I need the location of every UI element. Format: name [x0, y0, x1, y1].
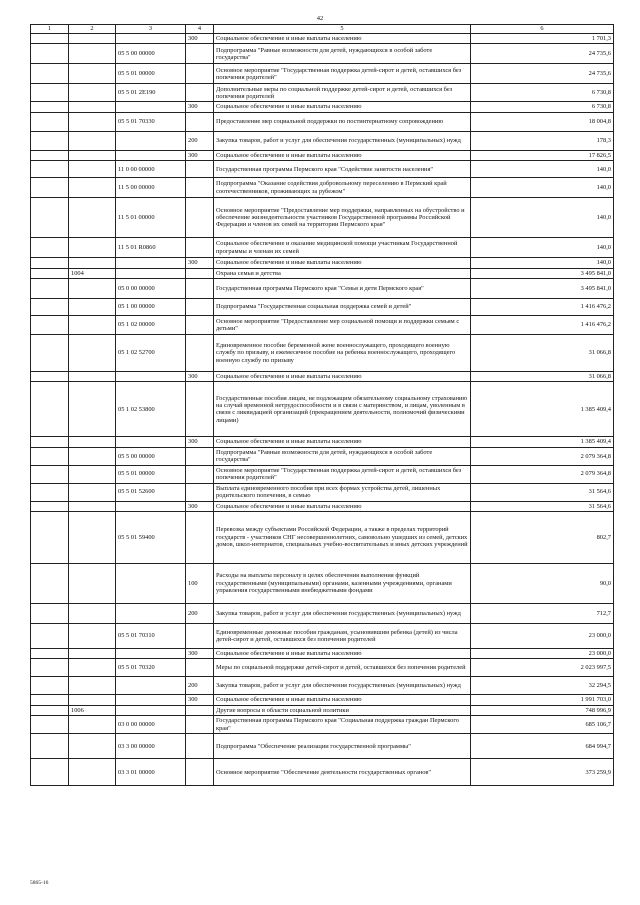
subsection-cell [69, 483, 116, 501]
target-article-cell: 05 5 01 70330 [116, 112, 186, 131]
description-cell: Основное мероприятие "Обеспечение деятельности государственных органов" [214, 759, 471, 786]
target-article-cell [116, 564, 186, 604]
expense-type-cell [186, 161, 214, 178]
section-cell [31, 465, 69, 483]
description-cell: Социальное обеспечение и оказание медицинской помощи участникам Государственной программы и членам их семей [214, 238, 471, 258]
expense-type-cell: 300 [186, 437, 214, 447]
section-cell [31, 372, 69, 382]
table-row [31, 734, 614, 759]
target-article-cell: 05 5 01 70320 [116, 659, 186, 677]
subsection-cell [69, 198, 116, 238]
target-article-cell: 11 0 00 00000 [116, 161, 186, 178]
target-article-cell [116, 695, 186, 705]
description-cell: Меры по социальной поддержке детей-сирот и детей, оставшихся без попечения родителей [214, 659, 471, 677]
section-cell [31, 34, 69, 44]
column-header: 2 [69, 25, 116, 34]
expense-type-cell [186, 238, 214, 258]
description-cell: Социальное обеспечение и иные выплаты населению [214, 501, 471, 511]
subsection-cell [69, 178, 116, 198]
target-article-cell [116, 258, 186, 268]
subsection-cell [69, 624, 116, 649]
table-row [31, 131, 614, 150]
subsection-cell [69, 677, 116, 695]
expense-type-cell [186, 512, 214, 564]
subsection-cell [69, 734, 116, 759]
description-cell: Расходы на выплаты персоналу в целях обеспечения выполнения функций государственными (муниципальными) органами, казенными учреждениями, органами управления государственными внебюджетными фондами [214, 564, 471, 604]
subsection-cell [69, 258, 116, 268]
subsection-cell [69, 238, 116, 258]
expense-type-cell [186, 198, 214, 238]
expense-type-cell [186, 382, 214, 437]
amount-cell: 1 385 409,4 [471, 382, 614, 437]
amount-cell: 31 066,8 [471, 372, 614, 382]
target-article-cell: 05 5 01 00000 [116, 64, 186, 84]
table-row [31, 695, 614, 705]
table-row [31, 759, 614, 786]
description-cell: Закупка товаров, работ и услуг для обеспечения государственных (муниципальных) нужд [214, 604, 471, 624]
target-article-cell: 05 5 00 00000 [116, 44, 186, 64]
table-row [31, 161, 614, 178]
subsection-cell [69, 465, 116, 483]
description-cell: Охрана семьи и детства [214, 268, 471, 278]
subsection-cell [69, 44, 116, 64]
subsection-cell [69, 659, 116, 677]
amount-cell: 140,0 [471, 238, 614, 258]
subsection-cell [69, 150, 116, 160]
expense-type-cell [186, 268, 214, 278]
column-header: 3 [116, 25, 186, 34]
amount-cell: 1 701,3 [471, 34, 614, 44]
subsection-cell [69, 161, 116, 178]
expense-type-cell: 300 [186, 102, 214, 112]
description-cell: Подпрограмма "Обеспечение реализации государственной программы" [214, 734, 471, 759]
column-header: 5 [214, 25, 471, 34]
amount-cell: 178,3 [471, 131, 614, 150]
amount-cell: 2 023 997,5 [471, 659, 614, 677]
section-cell [31, 624, 69, 649]
expense-type-cell: 300 [186, 501, 214, 511]
table-row [31, 316, 614, 335]
description-cell: Социальное обеспечение и иные выплаты населению [214, 649, 471, 659]
section-cell [31, 649, 69, 659]
subsection-cell [69, 437, 116, 447]
section-cell [31, 258, 69, 268]
description-cell: Государственная программа Пермского края "Социальная поддержка граждан Пермского края" [214, 716, 471, 734]
subsection-cell [69, 64, 116, 84]
subsection-cell [69, 84, 116, 102]
subsection-cell [69, 382, 116, 437]
expense-type-cell: 200 [186, 604, 214, 624]
amount-cell: 1 385 409,4 [471, 437, 614, 447]
subsection-cell [69, 447, 116, 465]
table-row [31, 268, 614, 278]
description-cell: Социальное обеспечение и иные выплаты населению [214, 150, 471, 160]
expense-type-cell [186, 44, 214, 64]
subsection-cell [69, 512, 116, 564]
target-article-cell: 05 5 01 59400 [116, 512, 186, 564]
section-cell [31, 734, 69, 759]
amount-cell: 140,0 [471, 258, 614, 268]
description-cell: Подпрограмма "Государственная социальная поддержка семей и детей" [214, 299, 471, 316]
description-cell: Государственная программа Пермского края "Семья и дети Пермского края" [214, 279, 471, 299]
section-cell [31, 64, 69, 84]
table-row [31, 335, 614, 372]
subsection-cell [69, 34, 116, 44]
section-cell [31, 44, 69, 64]
description-cell: Социальное обеспечение и иные выплаты населению [214, 372, 471, 382]
subsection-cell [69, 316, 116, 335]
description-cell: Социальное обеспечение и иные выплаты населению [214, 437, 471, 447]
subsection-cell [69, 279, 116, 299]
description-cell: Социальное обеспечение и иные выплаты населению [214, 258, 471, 268]
expense-type-cell: 300 [186, 695, 214, 705]
amount-cell: 685 106,7 [471, 716, 614, 734]
subsection-cell [69, 299, 116, 316]
amount-cell: 17 826,5 [471, 150, 614, 160]
amount-cell: 140,0 [471, 161, 614, 178]
description-cell: Дополнительные меры по социальной поддержке детей-сирот и детей, оставшихся без попечения родителей [214, 84, 471, 102]
description-cell: Выплата единовременного пособия при всех формах устройства детей, лишенных родительского попечения, в семью [214, 483, 471, 501]
expense-type-cell: 300 [186, 150, 214, 160]
target-article-cell: 05 1 00 00000 [116, 299, 186, 316]
description-cell: Подпрограмма "Оказание содействия добровольному переселению в Пермский край соотечественников, проживающих за рубежом" [214, 178, 471, 198]
section-cell [31, 299, 69, 316]
target-article-cell [116, 131, 186, 150]
amount-cell: 32 294,5 [471, 677, 614, 695]
subsection-cell: 1006 [69, 705, 116, 715]
table-row [31, 465, 614, 483]
expense-type-cell [186, 659, 214, 677]
subsection-cell: 1004 [69, 268, 116, 278]
target-article-cell [116, 677, 186, 695]
header-row [31, 25, 614, 34]
table-row [31, 258, 614, 268]
target-article-cell: 11 5 01 R0860 [116, 238, 186, 258]
target-article-cell: 05 1 02 52700 [116, 335, 186, 372]
section-cell [31, 437, 69, 447]
amount-cell: 6 730,8 [471, 84, 614, 102]
target-article-cell [116, 649, 186, 659]
section-cell [31, 677, 69, 695]
amount-cell: 31 564,6 [471, 483, 614, 501]
column-header: 6 [471, 25, 614, 34]
amount-cell: 6 730,8 [471, 102, 614, 112]
page-number: 42 [316, 15, 324, 22]
table-row [31, 34, 614, 44]
subsection-cell [69, 695, 116, 705]
subsection-cell [69, 604, 116, 624]
amount-cell: 1 991 703,0 [471, 695, 614, 705]
section-cell [31, 150, 69, 160]
target-article-cell [116, 268, 186, 278]
expense-type-cell [186, 705, 214, 715]
description-cell: Единовременные денежные пособия гражданам, усыновившим ребенка (детей) из числа детей-сирот и детей, оставшихся без попечения родителей [214, 624, 471, 649]
table-row [31, 64, 614, 84]
section-cell [31, 604, 69, 624]
expense-type-cell: 300 [186, 258, 214, 268]
section-cell [31, 131, 69, 150]
amount-cell: 802,7 [471, 512, 614, 564]
description-cell: Перевозка между субъектами Российской Федерации, а также в пределах территорий государств - участников СНГ несовершеннолетних, самовольно ушедших из семей, детских домов, школ-интернатов, специальных учебно-воспитательных и иных детских учреждений [214, 512, 471, 564]
section-cell [31, 84, 69, 102]
amount-cell: 24 735,6 [471, 64, 614, 84]
table-row [31, 447, 614, 465]
table-row [31, 649, 614, 659]
description-cell: Государственные пособия лицам, не подлежащим обязательному социальному страхованию на случай временной нетрудоспособности и в связи с материнством, и лицам, уволенным в связи с ликвидацией организаций (прекращением деятельности, полномочий физическими лицами) [214, 382, 471, 437]
table-row [31, 102, 614, 112]
amount-cell: 712,7 [471, 604, 614, 624]
target-article-cell [116, 437, 186, 447]
target-article-cell: 11 5 00 00000 [116, 178, 186, 198]
description-cell: Социальное обеспечение и иные выплаты населению [214, 695, 471, 705]
amount-cell: 2 079 364,8 [471, 447, 614, 465]
target-article-cell: 03 3 00 00000 [116, 734, 186, 759]
target-article-cell: 05 5 01 52600 [116, 483, 186, 501]
table-row [31, 84, 614, 102]
table-row [31, 677, 614, 695]
expense-type-cell [186, 734, 214, 759]
section-cell [31, 501, 69, 511]
table-row [31, 198, 614, 238]
section-cell [31, 279, 69, 299]
section-cell [31, 112, 69, 131]
column-header: 1 [31, 25, 69, 34]
amount-cell: 31 066,8 [471, 335, 614, 372]
amount-cell: 3 495 841,0 [471, 279, 614, 299]
target-article-cell [116, 501, 186, 511]
section-cell [31, 759, 69, 786]
section-cell [31, 695, 69, 705]
expense-type-cell [186, 64, 214, 84]
section-cell [31, 659, 69, 677]
target-article-cell [116, 150, 186, 160]
amount-cell: 90,0 [471, 564, 614, 604]
target-article-cell: 05 5 00 00000 [116, 447, 186, 465]
amount-cell: 1 416 476,2 [471, 299, 614, 316]
section-cell [31, 316, 69, 335]
description-cell: Закупка товаров, работ и услуг для обеспечения государственных (муниципальных) нужд [214, 677, 471, 695]
description-cell: Основное мероприятие "Предоставление мер социальной помощи и поддержки семьям с детьми" [214, 316, 471, 335]
target-article-cell [116, 102, 186, 112]
expense-type-cell [186, 624, 214, 649]
description-cell: Основное мероприятие "Предоставление мер поддержки, направленных на обустройство и обеспечение жизнедеятельности участников Государственной программы Российской Федерации и членов их семей на территории Пермского края" [214, 198, 471, 238]
table-row [31, 659, 614, 677]
section-cell [31, 268, 69, 278]
table-row [31, 112, 614, 131]
table-row [31, 372, 614, 382]
table-row [31, 705, 614, 715]
section-cell [31, 483, 69, 501]
expense-type-cell: 100 [186, 564, 214, 604]
description-cell: Подпрограмма "Равные возможности для детей, нуждающихся в особой заботе государства" [214, 44, 471, 64]
subsection-cell [69, 649, 116, 659]
table-row [31, 716, 614, 734]
target-article-cell: 05 5 01 2Е190 [116, 84, 186, 102]
section-cell [31, 564, 69, 604]
subsection-cell [69, 759, 116, 786]
subsection-cell [69, 112, 116, 131]
table-row [31, 437, 614, 447]
subsection-cell [69, 501, 116, 511]
description-cell: Социальное обеспечение и иные выплаты населению [214, 34, 471, 44]
description-cell: Основное мероприятие "Государственная поддержка детей-сирот и детей, оставшихся без попечения родителей" [214, 64, 471, 84]
expense-type-cell [186, 716, 214, 734]
section-cell [31, 161, 69, 178]
expense-type-cell: 200 [186, 131, 214, 150]
table-row [31, 604, 614, 624]
amount-cell: 373 259,9 [471, 759, 614, 786]
table-row [31, 178, 614, 198]
table-row [31, 299, 614, 316]
target-article-cell: 05 1 02 53800 [116, 382, 186, 437]
table-row [31, 150, 614, 160]
description-cell: Подпрограмма "Равные возможности для детей, нуждающихся в особой заботе государства" [214, 447, 471, 465]
subsection-cell [69, 716, 116, 734]
description-cell: Государственная программа Пермского края "Содействие занятости населения" [214, 161, 471, 178]
table-row [31, 501, 614, 511]
expense-type-cell [186, 178, 214, 198]
target-article-cell: 05 1 02 00000 [116, 316, 186, 335]
amount-cell: 748 996,9 [471, 705, 614, 715]
expense-type-cell [186, 465, 214, 483]
amount-cell: 1 416 476,2 [471, 316, 614, 335]
section-cell [31, 716, 69, 734]
target-article-cell [116, 604, 186, 624]
column-header: 4 [186, 25, 214, 34]
target-article-cell: 05 5 01 70310 [116, 624, 186, 649]
expense-type-cell: 300 [186, 649, 214, 659]
target-article-cell: 03 0 00 00000 [116, 716, 186, 734]
expense-type-cell: 200 [186, 677, 214, 695]
expense-type-cell: 300 [186, 34, 214, 44]
target-article-cell: 05 5 01 00000 [116, 465, 186, 483]
amount-cell: 3 495 841,0 [471, 268, 614, 278]
expense-type-cell [186, 447, 214, 465]
table-row [31, 44, 614, 64]
expense-type-cell: 300 [186, 372, 214, 382]
subsection-cell [69, 102, 116, 112]
description-cell: Другие вопросы в области социальной политики [214, 705, 471, 715]
description-cell: Социальное обеспечение и иные выплаты населению [214, 102, 471, 112]
target-article-cell [116, 34, 186, 44]
amount-cell: 684 994,7 [471, 734, 614, 759]
section-cell [31, 512, 69, 564]
target-article-cell: 05 0 00 00000 [116, 279, 186, 299]
amount-cell: 23 000,0 [471, 624, 614, 649]
document-code: 5865-16 [30, 880, 49, 886]
description-cell: Предоставление мер социальной поддержки по постинтернатному сопровождению [214, 112, 471, 131]
section-cell [31, 382, 69, 437]
table-row [31, 512, 614, 564]
table-row [31, 624, 614, 649]
amount-cell: 31 564,6 [471, 501, 614, 511]
expense-type-cell [186, 483, 214, 501]
amount-cell: 140,0 [471, 178, 614, 198]
expense-type-cell [186, 335, 214, 372]
target-article-cell [116, 705, 186, 715]
section-cell [31, 335, 69, 372]
description-cell: Основное мероприятие "Государственная поддержка детей-сирот и детей, оставшихся без попечения родителей" [214, 465, 471, 483]
table-row [31, 483, 614, 501]
section-cell [31, 447, 69, 465]
description-cell: Единовременное пособие беременной жене военнослужащего, проходящего военную службу по призыву, и ежемесячное пособие на ребенка военнослужащего, проходящего военную службу по призыву [214, 335, 471, 372]
expense-type-cell [186, 759, 214, 786]
target-article-cell [116, 372, 186, 382]
expense-type-cell [186, 112, 214, 131]
section-cell [31, 178, 69, 198]
section-cell [31, 102, 69, 112]
amount-cell: 2 079 364,8 [471, 465, 614, 483]
budget-table [30, 24, 614, 786]
amount-cell: 24 735,6 [471, 44, 614, 64]
section-cell [31, 198, 69, 238]
table-row [31, 238, 614, 258]
amount-cell: 23 000,0 [471, 649, 614, 659]
amount-cell: 140,0 [471, 198, 614, 238]
target-article-cell: 11 5 01 00000 [116, 198, 186, 238]
subsection-cell [69, 372, 116, 382]
expense-type-cell [186, 316, 214, 335]
subsection-cell [69, 335, 116, 372]
section-cell [31, 238, 69, 258]
expense-type-cell [186, 84, 214, 102]
description-cell: Закупка товаров, работ и услуг для обеспечения государственных (муниципальных) нужд [214, 131, 471, 150]
amount-cell: 18 004,8 [471, 112, 614, 131]
section-cell [31, 705, 69, 715]
target-article-cell: 03 3 01 00000 [116, 759, 186, 786]
subsection-cell [69, 564, 116, 604]
subsection-cell [69, 131, 116, 150]
table-row [31, 279, 614, 299]
table-row [31, 382, 614, 437]
expense-type-cell [186, 279, 214, 299]
expense-type-cell [186, 299, 214, 316]
table-row [31, 564, 614, 604]
